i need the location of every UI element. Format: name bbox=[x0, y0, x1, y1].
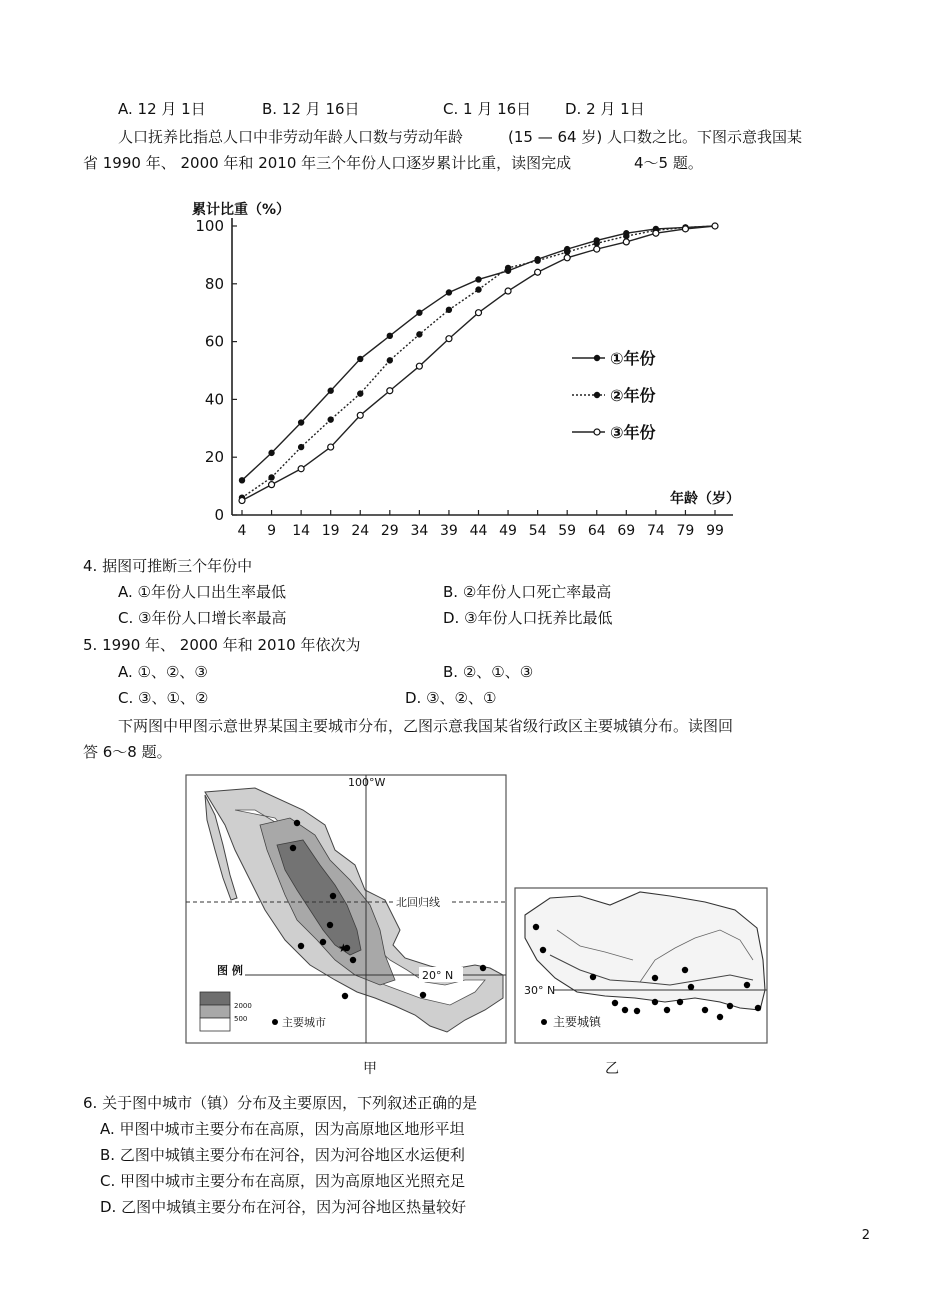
intro-4-5-line2a: 省 1990 年、 2000 年和 2010 年三个年份人口逐岁累计比重，读图完成 bbox=[83, 154, 572, 172]
series-3-point bbox=[416, 363, 422, 369]
legend-level-500: 500 bbox=[234, 1015, 248, 1023]
q5-option-a: A. ①、②、③ bbox=[118, 663, 208, 681]
x-tick-label: 14 bbox=[292, 523, 311, 539]
q4-option-b: B. ②年份人口死亡率最高 bbox=[443, 583, 612, 601]
maps-figure bbox=[185, 770, 770, 1090]
series-3-point bbox=[328, 444, 334, 450]
x-tick-label: 29 bbox=[380, 523, 399, 539]
legend-city: 主要城市 bbox=[282, 1016, 326, 1029]
x-tick-label: 74 bbox=[646, 523, 665, 539]
series-2-point bbox=[476, 287, 481, 292]
q5-option-d: D. ③、②、① bbox=[405, 689, 497, 707]
q3-option-b: B. 12 月 16日 bbox=[262, 100, 360, 118]
x-tick-label: 19 bbox=[321, 523, 340, 539]
capital-star-icon: ★ bbox=[338, 941, 349, 955]
series-3-point bbox=[357, 412, 363, 418]
q6-stem: 6. 关于图中城市（镇）分布及主要原因，下列叙述正确的是 bbox=[83, 1094, 478, 1112]
parallel-20-label: 20° N bbox=[422, 969, 454, 982]
series-2-point bbox=[565, 249, 570, 254]
legend-marker-2 bbox=[594, 392, 599, 397]
series-1-point bbox=[299, 420, 304, 425]
series-2-point bbox=[299, 444, 304, 449]
intro-4-5-line1b: (15 — 64 岁) 人口数之比。下图示意我国某 bbox=[508, 128, 802, 146]
series-1-point bbox=[269, 450, 274, 455]
x-tick-label: 24 bbox=[351, 523, 370, 539]
map-yi-caption: 乙 bbox=[605, 1061, 619, 1077]
q5-option-b: B. ②、①、③ bbox=[443, 663, 534, 681]
q3-option-c: C. 1 月 16日 bbox=[443, 100, 532, 118]
y-tick-label: 100 bbox=[195, 217, 224, 235]
x-tick-label: 69 bbox=[617, 523, 636, 539]
legend-label-1: ①年份 bbox=[610, 349, 656, 368]
x-axis-title: 年龄（岁） bbox=[670, 491, 740, 507]
q5-option-c: C. ③、①、② bbox=[118, 689, 209, 707]
x-tick-label: 49 bbox=[499, 523, 517, 539]
q3-option-a: A. 12 月 1日 bbox=[118, 100, 206, 118]
legend-title: 图 例 bbox=[217, 964, 243, 977]
legend-marker-1 bbox=[594, 355, 599, 360]
series-3-point bbox=[476, 310, 482, 316]
q4-stem: 4. 据图可推断三个年份中 bbox=[83, 557, 253, 575]
series-2-point bbox=[358, 391, 363, 396]
y-tick-label: 40 bbox=[204, 390, 224, 409]
y-axis-title: 累计比重（%） bbox=[192, 202, 291, 218]
series-3-point bbox=[387, 388, 393, 394]
series-2-point bbox=[594, 241, 599, 246]
x-tick-label: 34 bbox=[410, 523, 429, 539]
map-jia bbox=[186, 775, 506, 1043]
series-3-point bbox=[298, 466, 304, 472]
q6-option-d: D. 乙图中城镇主要分布在河谷，因为河谷地区热量较好 bbox=[100, 1198, 467, 1216]
x-tick-label: 44 bbox=[469, 523, 488, 539]
series-2-point bbox=[446, 307, 451, 312]
series-3-point bbox=[594, 246, 600, 252]
intro-6-8-line2: 答 6～8 题。 bbox=[83, 743, 172, 761]
series-3-point bbox=[239, 498, 245, 504]
series-1-point bbox=[328, 388, 333, 393]
legend-marker-3 bbox=[594, 429, 600, 435]
legend-label-2: ②年份 bbox=[610, 386, 656, 405]
map-jia-caption: 甲 bbox=[363, 1061, 377, 1077]
series-3-point bbox=[712, 223, 718, 229]
series-2-point bbox=[535, 258, 540, 263]
intro-6-8-line1: 下两图中甲图示意世界某国主要城市分布，乙图示意我国某省级行政区主要城镇分布。读图回 bbox=[118, 717, 734, 735]
y-tick-label: 20 bbox=[204, 448, 224, 467]
series-1-point bbox=[446, 290, 451, 295]
series-1-point bbox=[387, 333, 392, 338]
series-3-point bbox=[505, 288, 511, 294]
series-2-point bbox=[387, 358, 392, 363]
series-1-point bbox=[417, 310, 422, 315]
series-3-point bbox=[446, 336, 452, 342]
y-tick-label: 80 bbox=[204, 274, 224, 293]
series-3-point bbox=[682, 226, 688, 232]
series-1-point bbox=[476, 277, 481, 282]
x-tick-label: 64 bbox=[587, 523, 606, 539]
series-3-point bbox=[564, 255, 570, 261]
legend-level-2000: 2000 bbox=[234, 1002, 252, 1010]
population-cumulative-chart bbox=[180, 190, 740, 550]
series-1-point bbox=[358, 356, 363, 361]
q4-option-a: A. ①年份人口出生率最低 bbox=[118, 583, 286, 601]
q6-option-a: A. 甲图中城市主要分布在高原，因为高原地区地形平坦 bbox=[100, 1120, 465, 1138]
series-3-point bbox=[653, 230, 659, 236]
series-2-point bbox=[328, 417, 333, 422]
series-2-point bbox=[417, 332, 422, 337]
map-yi bbox=[515, 888, 767, 1043]
x-tick-label: 79 bbox=[676, 523, 695, 539]
series-2-point bbox=[505, 265, 510, 270]
x-tick-label: 9 bbox=[267, 523, 277, 539]
series-2-point bbox=[269, 475, 274, 480]
legend-label-3: ③年份 bbox=[610, 423, 656, 442]
tropic-label: 北回归线 bbox=[396, 896, 440, 909]
x-tick-label: 59 bbox=[558, 523, 577, 539]
x-tick-label: 39 bbox=[440, 523, 458, 539]
legend-town: 主要城镇 bbox=[553, 1015, 602, 1029]
y-tick-label: 0 bbox=[214, 506, 224, 524]
x-tick-label: 54 bbox=[528, 523, 547, 539]
parallel-30-label: 30° N bbox=[524, 984, 556, 997]
intro-4-5-line1a: 人口抚养比指总人口中非劳动年龄人口数与劳动年龄 bbox=[118, 128, 464, 146]
x-tick-label: 99 bbox=[706, 523, 724, 539]
page-number: 2 bbox=[861, 1228, 870, 1243]
q4-option-c: C. ③年份人口增长率最高 bbox=[118, 609, 287, 627]
series-3-point bbox=[269, 482, 275, 488]
x-tick-label: 4 bbox=[237, 523, 247, 539]
meridian-label: 100°W bbox=[348, 776, 386, 789]
q6-option-b: B. 乙图中城镇主要分布在河谷，因为河谷地区水运便利 bbox=[100, 1146, 465, 1164]
intro-4-5-line2b: 4～5 题。 bbox=[634, 154, 703, 172]
q6-option-c: C. 甲图中城市主要分布在高原，因为高原地区光照充足 bbox=[100, 1172, 466, 1190]
q5-stem: 5. 1990 年、 2000 年和 2010 年依次为 bbox=[83, 636, 361, 654]
series-3-point bbox=[535, 269, 541, 275]
series-2-point bbox=[624, 234, 629, 239]
q3-option-d: D. 2 月 1日 bbox=[565, 100, 645, 118]
q4-option-d: D. ③年份人口抚养比最低 bbox=[443, 609, 613, 627]
series-1-point bbox=[239, 478, 244, 483]
y-tick-label: 60 bbox=[204, 332, 224, 351]
series-3-point bbox=[623, 239, 629, 245]
